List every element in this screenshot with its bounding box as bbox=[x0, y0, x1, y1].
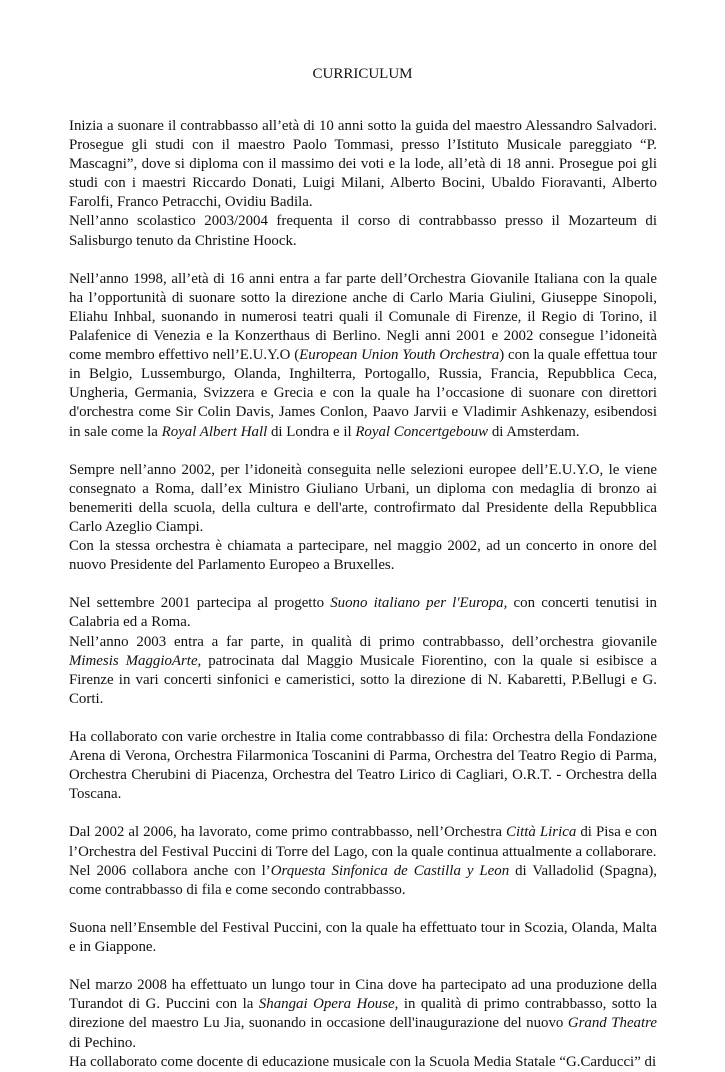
document-title: CURRICULUM bbox=[312, 66, 413, 82]
text-run: Dal 2002 al 2006, ha lavorato, come primo contrabbasso, nell’Orchestra bbox=[69, 824, 507, 841]
text-run: Nell’anno 1998, all’età di 16 anni entra a far parte dell’Orchestra Giovanile Italiana con la quale ha l’opportunità di suonare sotto la direzione anche di Carlo Maria Giulini, Giuseppe Sinopoli, Eliahu Inhbal, suonando in numerosi teatri quali il Comunale di Firenze, il Regio di Torino, il Palafenice di Venezia e la Konzerthaus di Berlino. Negli anni 2001 e 2002 consegue l’idoneità come membro effettivo nell’E.U.Y.O ( bbox=[69, 270, 657, 364]
paragraph-ensemble bbox=[69, 919, 657, 957]
text-run: Sempre nell’anno 2002, per l’idoneità conseguita nelle selezioni europee dell’E.U.Y.O, le viene consegnato a Roma, dall’ex Ministro Giuliano Urbani, un diploma con medaglia di bronzo ai benemeriti della scuola, della cultura e dell'arte, controfirmato dal Presidente della Repubblica Carlo Azeglio Ciampi. bbox=[69, 461, 657, 535]
text-run: di Amsterdam. bbox=[488, 423, 580, 440]
text-run: di Pechino. bbox=[69, 1034, 137, 1051]
text-run: Nel settembre 2001 partecipa al progetto bbox=[69, 595, 331, 612]
text-run: Con la stessa orchestra è chiamata a partecipare, nel maggio 2002, ad un concerto in onore del nuovo Presidente del Parlamento Europeo a Bruxelles. bbox=[69, 538, 657, 574]
italic-run: Città Lirica bbox=[506, 824, 577, 841]
paragraph-award bbox=[69, 461, 657, 576]
text-run: con concerti tenutisi in Calabria ed a Roma. bbox=[69, 595, 657, 631]
text-run: di Pisa e con l’Orchestra del Festival Puccini di Torre del Lago, con la quale continua attualmente a collaborare. bbox=[69, 824, 658, 860]
italic-run: Mimesis MaggioArte, bbox=[69, 652, 202, 669]
text-run: Nell’anno 2003 entra a far parte, in qualità di primo contrabbasso, dell’orchestra giovanile bbox=[69, 633, 657, 650]
text-run: di Valladolid (Spagna), come contrabbasso di fila e come secondo contrabbasso. bbox=[69, 862, 657, 898]
paragraph-projects bbox=[69, 594, 657, 709]
italic-run: Royal Albert Hall bbox=[161, 423, 268, 440]
text-run: Inizia a suonare il contrabbasso all’età di 10 anni sotto la guida del maestro Alessandro Salvadori. Prosegue gli studi con il maestro Paolo Tommasi, presso l’Istituto Musicale pareggiato “P. Mascagni”, dove si diploma con il massimo dei voti e la lode, all’età di 18 anni. Prosegue poi gli studi con i maestri Riccardo Donati, Luigi Milani, Alberto Bocini, Ubaldo Fioravanti, Alberto Farolfi, Franco Petracchi, Ovidiu Badila. bbox=[69, 118, 657, 211]
text-run: di Londra e il bbox=[267, 423, 356, 440]
paragraph-youth-orchestras bbox=[69, 270, 657, 442]
text-run: patrocinata dal Maggio Musicale Fiorentino, con la quale si esibisce a Firenze in vari concerti sinfonici e cameristici, sotto la direzione di N. Kabaretti, P.Bellugi e G. Corti. bbox=[69, 652, 657, 707]
italic-run: Royal Concertgebouw bbox=[355, 423, 489, 440]
text-run: ) con la quale effettua tour in Belgio, Lussemburgo, Olanda, Inghilterra, Portogallo, Russia, Francia, Repubblica Ceca, Ungheria, Germania, Svizzera e Grecia e con la quale ha l’occasione di suonare con direttori d'orchestra come Sir Colin Davis, James Conlon, Paavo Jarvii e Vladimir Ashkenazy, esibendosi in sale come la bbox=[69, 347, 657, 440]
italic-run: European Union Youth Orchestra bbox=[299, 347, 500, 364]
paragraph-principal-bass bbox=[69, 823, 657, 899]
paragraph-section-bass bbox=[69, 728, 657, 804]
italic-run: Shangai Opera House, bbox=[258, 996, 399, 1013]
text-run: in qualità di primo contrabbasso, sotto la direzione del maestro Lu Jia, suonando in occasione dell'inaugurazione del nuovo bbox=[69, 996, 658, 1032]
italic-run: Suono italiano per l'Europa, bbox=[330, 595, 508, 612]
text-run: Suona nell’Ensemble del Festival Puccini, con la quale ha effettuato tour in Scozia, Olanda, Malta e in Giappone. bbox=[69, 919, 657, 956]
text-run: Ha collaborato con varie orchestre in Italia come contrabbasso di fila: Orchestra della Fondazione Arena di Verona, Orchestra Filarmonica Toscanini di Parma, Orchestra del Teatro Regio di Parma, Orchestra Cherubini di Piacenza, Orchestra del Teatro Lirico di Cagliari, O.R.T. - Orchestra della Toscana. bbox=[69, 729, 657, 803]
paragraph-early-studies bbox=[69, 117, 657, 251]
text-run: Nel marzo 2008 ha effettuato un lungo tour in Cina dove ha partecipato ad una produzione della Turandot di G. Puccini con la bbox=[69, 977, 657, 1013]
italic-run: Grand Theatre bbox=[567, 1015, 657, 1032]
text-run: Ha collaborato come docente di educazione musicale con la Scuola Media Statale “G.Carducci” di bbox=[69, 1053, 657, 1070]
text-run: Nell’anno scolastico 2003/2004 frequenta il corso di contrabbasso presso il Mozarteum di Salisburgo tenuto da Christine Hoock. bbox=[69, 213, 657, 249]
text-run: Nel 2006 collabora anche con l’ bbox=[69, 862, 271, 879]
document-body bbox=[69, 117, 657, 1072]
italic-run: Orquesta Sinfonica de Castilla y Leon bbox=[270, 862, 510, 879]
